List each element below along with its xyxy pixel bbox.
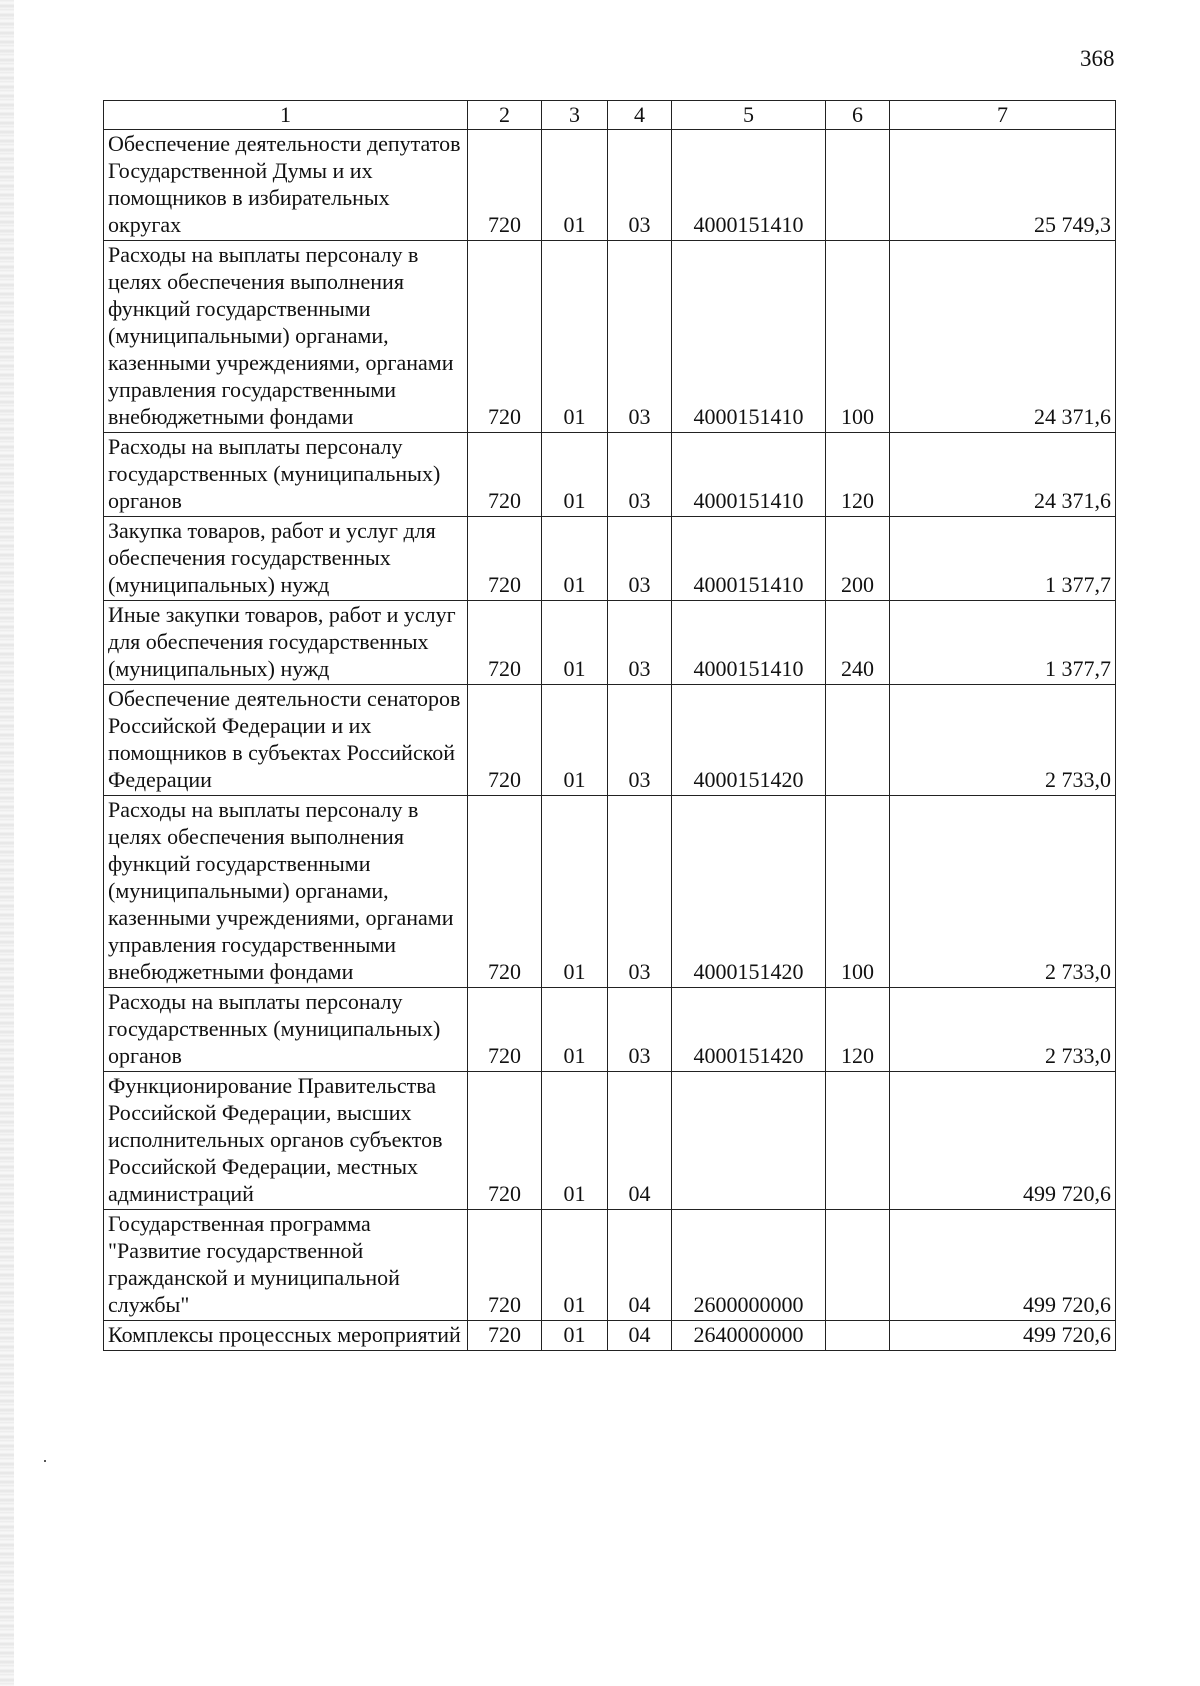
row-col-7: 1 377,7 <box>890 517 1116 601</box>
row-col-6: 120 <box>826 988 890 1072</box>
row-col-4: 03 <box>608 685 672 796</box>
row-col-5: 4000151410 <box>672 130 826 241</box>
row-col-7: 24 371,6 <box>890 433 1116 517</box>
row-col-4: 03 <box>608 517 672 601</box>
column-header-1: 1 <box>104 101 468 130</box>
row-col-3: 01 <box>542 1072 608 1210</box>
row-col-4: 03 <box>608 433 672 517</box>
row-col-7: 499 720,6 <box>890 1072 1116 1210</box>
row-col-7: 499 720,6 <box>890 1321 1116 1351</box>
row-col-7: 2 733,0 <box>890 988 1116 1072</box>
row-col-5: 2640000000 <box>672 1321 826 1351</box>
row-col-4: 03 <box>608 130 672 241</box>
row-col-5: 4000151410 <box>672 433 826 517</box>
row-col-7: 2 733,0 <box>890 685 1116 796</box>
row-col-7: 499 720,6 <box>890 1210 1116 1321</box>
row-col-5: 4000151420 <box>672 796 826 988</box>
row-col-3: 01 <box>542 130 608 241</box>
budget-table <box>103 100 1116 1351</box>
row-col-6 <box>826 1072 890 1210</box>
row-col-3: 01 <box>542 1321 608 1351</box>
row-col-6 <box>826 685 890 796</box>
row-col-4: 04 <box>608 1210 672 1321</box>
page-number: 368 <box>1080 46 1115 71</box>
row-col-4: 03 <box>608 601 672 685</box>
row-name: Расходы на выплаты персоналу в целях обеспечения выполнения функций государственными (муниципальными) органами, казенными учреждениями, органами управления государственными внебюджетными фондами <box>104 241 468 433</box>
row-name: Расходы на выплаты персоналу государственных (муниципальных) органов <box>104 433 468 517</box>
table-row <box>104 988 1116 1072</box>
table-row <box>104 1210 1116 1321</box>
row-col-6 <box>826 1321 890 1351</box>
row-col-2: 720 <box>468 988 542 1072</box>
row-col-2: 720 <box>468 433 542 517</box>
row-col-6: 200 <box>826 517 890 601</box>
row-col-3: 01 <box>542 433 608 517</box>
row-col-3: 01 <box>542 796 608 988</box>
row-col-3: 01 <box>542 685 608 796</box>
row-col-7: 25 749,3 <box>890 130 1116 241</box>
column-header-4: 4 <box>608 101 672 130</box>
row-name: Функционирование Правительства Российской Федерации, высших исполнительных органов субъектов Российской Федерации, местных администраций <box>104 1072 468 1210</box>
table-row <box>104 796 1116 988</box>
row-col-5: 2600000000 <box>672 1210 826 1321</box>
row-col-4: 03 <box>608 796 672 988</box>
row-col-2: 720 <box>468 241 542 433</box>
row-col-4: 04 <box>608 1072 672 1210</box>
row-col-4: 03 <box>608 988 672 1072</box>
row-col-6: 120 <box>826 433 890 517</box>
column-header-6: 6 <box>826 101 890 130</box>
column-header-3: 3 <box>542 101 608 130</box>
row-col-7: 24 371,6 <box>890 241 1116 433</box>
row-col-5: 4000151410 <box>672 601 826 685</box>
header-row <box>104 101 1116 130</box>
row-col-2: 720 <box>468 1072 542 1210</box>
table-row <box>104 685 1116 796</box>
row-col-7: 1 377,7 <box>890 601 1116 685</box>
row-name: Комплексы процессных мероприятий <box>104 1321 468 1351</box>
table-row <box>104 1072 1116 1210</box>
table-row <box>104 517 1116 601</box>
row-name: Расходы на выплаты персоналу в целях обеспечения выполнения функций государственными (муниципальными) органами, казенными учреждениями, органами управления государственными внебюджетными фондами <box>104 796 468 988</box>
row-col-3: 01 <box>542 601 608 685</box>
row-col-3: 01 <box>542 517 608 601</box>
row-col-2: 720 <box>468 601 542 685</box>
table-row <box>104 1321 1116 1351</box>
table-row <box>104 241 1116 433</box>
row-name: Обеспечение деятельности депутатов Государственной Думы и их помощников в избирательных округах <box>104 130 468 241</box>
row-name: Закупка товаров, работ и услуг для обеспечения государственных (муниципальных) нужд <box>104 517 468 601</box>
row-col-2: 720 <box>468 130 542 241</box>
column-header-5: 5 <box>672 101 826 130</box>
table-row <box>104 130 1116 241</box>
scan-edge <box>0 0 14 1686</box>
row-col-5: 4000151420 <box>672 685 826 796</box>
row-col-3: 01 <box>542 1210 608 1321</box>
row-col-3: 01 <box>542 988 608 1072</box>
row-col-6: 240 <box>826 601 890 685</box>
row-col-5: 4000151410 <box>672 517 826 601</box>
row-name: Расходы на выплаты персоналу государственных (муниципальных) органов <box>104 988 468 1072</box>
table-row <box>104 433 1116 517</box>
row-col-7: 2 733,0 <box>890 796 1116 988</box>
row-col-2: 720 <box>468 685 542 796</box>
row-name: Государственная программа "Развитие государственной гражданской и муниципальной службы" <box>104 1210 468 1321</box>
scan-speck <box>44 1460 46 1462</box>
row-col-5 <box>672 1072 826 1210</box>
row-col-5: 4000151420 <box>672 988 826 1072</box>
column-header-2: 2 <box>468 101 542 130</box>
row-col-4: 04 <box>608 1321 672 1351</box>
row-col-6: 100 <box>826 241 890 433</box>
row-col-6 <box>826 1210 890 1321</box>
row-col-6 <box>826 130 890 241</box>
row-col-5: 4000151410 <box>672 241 826 433</box>
column-header-7: 7 <box>890 101 1116 130</box>
row-col-2: 720 <box>468 517 542 601</box>
row-name: Обеспечение деятельности сенаторов Российской Федерации и их помощников в субъектах Российской Федерации <box>104 685 468 796</box>
row-col-2: 720 <box>468 1321 542 1351</box>
row-col-6: 100 <box>826 796 890 988</box>
row-name: Иные закупки товаров, работ и услуг для обеспечения государственных (муниципальных) нужд <box>104 601 468 685</box>
row-col-2: 720 <box>468 1210 542 1321</box>
row-col-2: 720 <box>468 796 542 988</box>
row-col-4: 03 <box>608 241 672 433</box>
table-row <box>104 601 1116 685</box>
row-col-3: 01 <box>542 241 608 433</box>
